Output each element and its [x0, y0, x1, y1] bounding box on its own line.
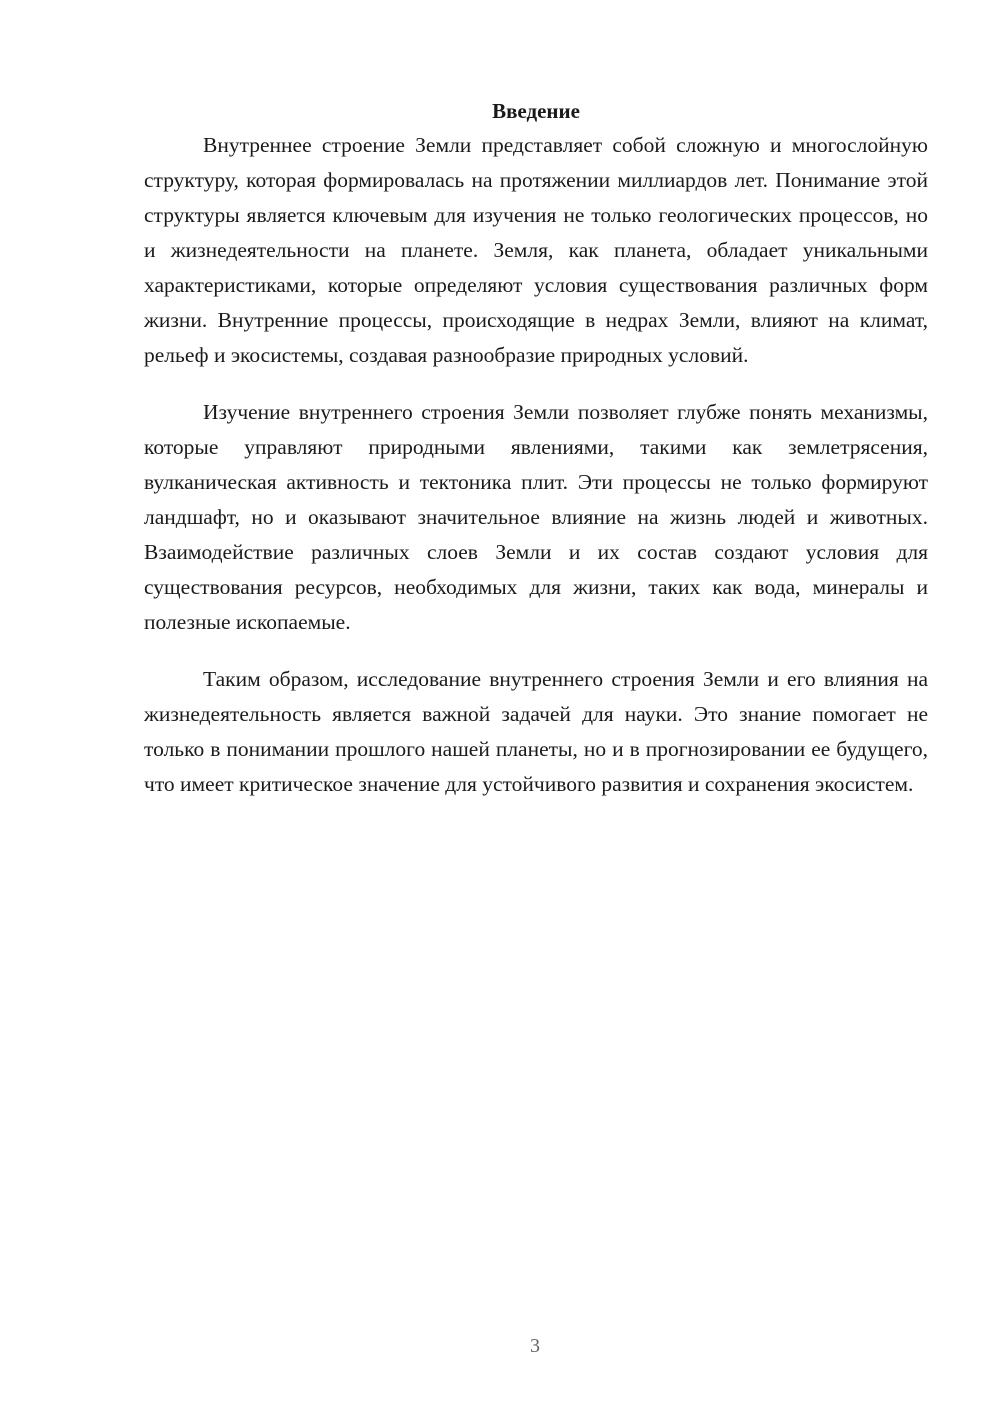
paragraph-1: Внутреннее строение Земли представляет собой сложную и многослойную структуру, которая формировалась на протяжении миллиардов лет. Понимание этой структуры является ключевым для изучения не только геологических процессов, но и жизнедеятельности на планете. Земля, как планета, обладает уникальными характеристиками, которые определяют условия существования различных форм жизни. Внутренние процессы, происходящие в недрах Земли, влияют на климат, рельеф и экосистемы, создавая разнообразие природных условий. [144, 133, 928, 367]
paragraph-3: Таким образом, исследование внутреннего строения Земли и его влияния на жизнедеятельность является важной задачей для науки. Это знание помогает не только в понимании прошлого нашей планеты, но и в прогнозировании ее будущего, что имеет критическое значение для устойчивого развития и сохранения экосистем. [144, 667, 928, 796]
section-title: Введение [492, 99, 580, 123]
paragraph-2: Изучение внутреннего строения Земли позволяет глубже понять механизмы, которые управляют природными явлениями, такими как землетрясения, вулканическая активность и тектоника плит. Эти процессы не только формируют ландшафт, но и оказывают значительное влияние на жизнь людей и животных. Взаимодействие различных слоев Земли и их состав создают условия для существования ресурсов, необходимых для жизни, таких как вода, минералы и полезные ископаемые. [144, 400, 928, 634]
page-content [144, 96, 928, 824]
page-number: 3 [530, 1335, 540, 1357]
